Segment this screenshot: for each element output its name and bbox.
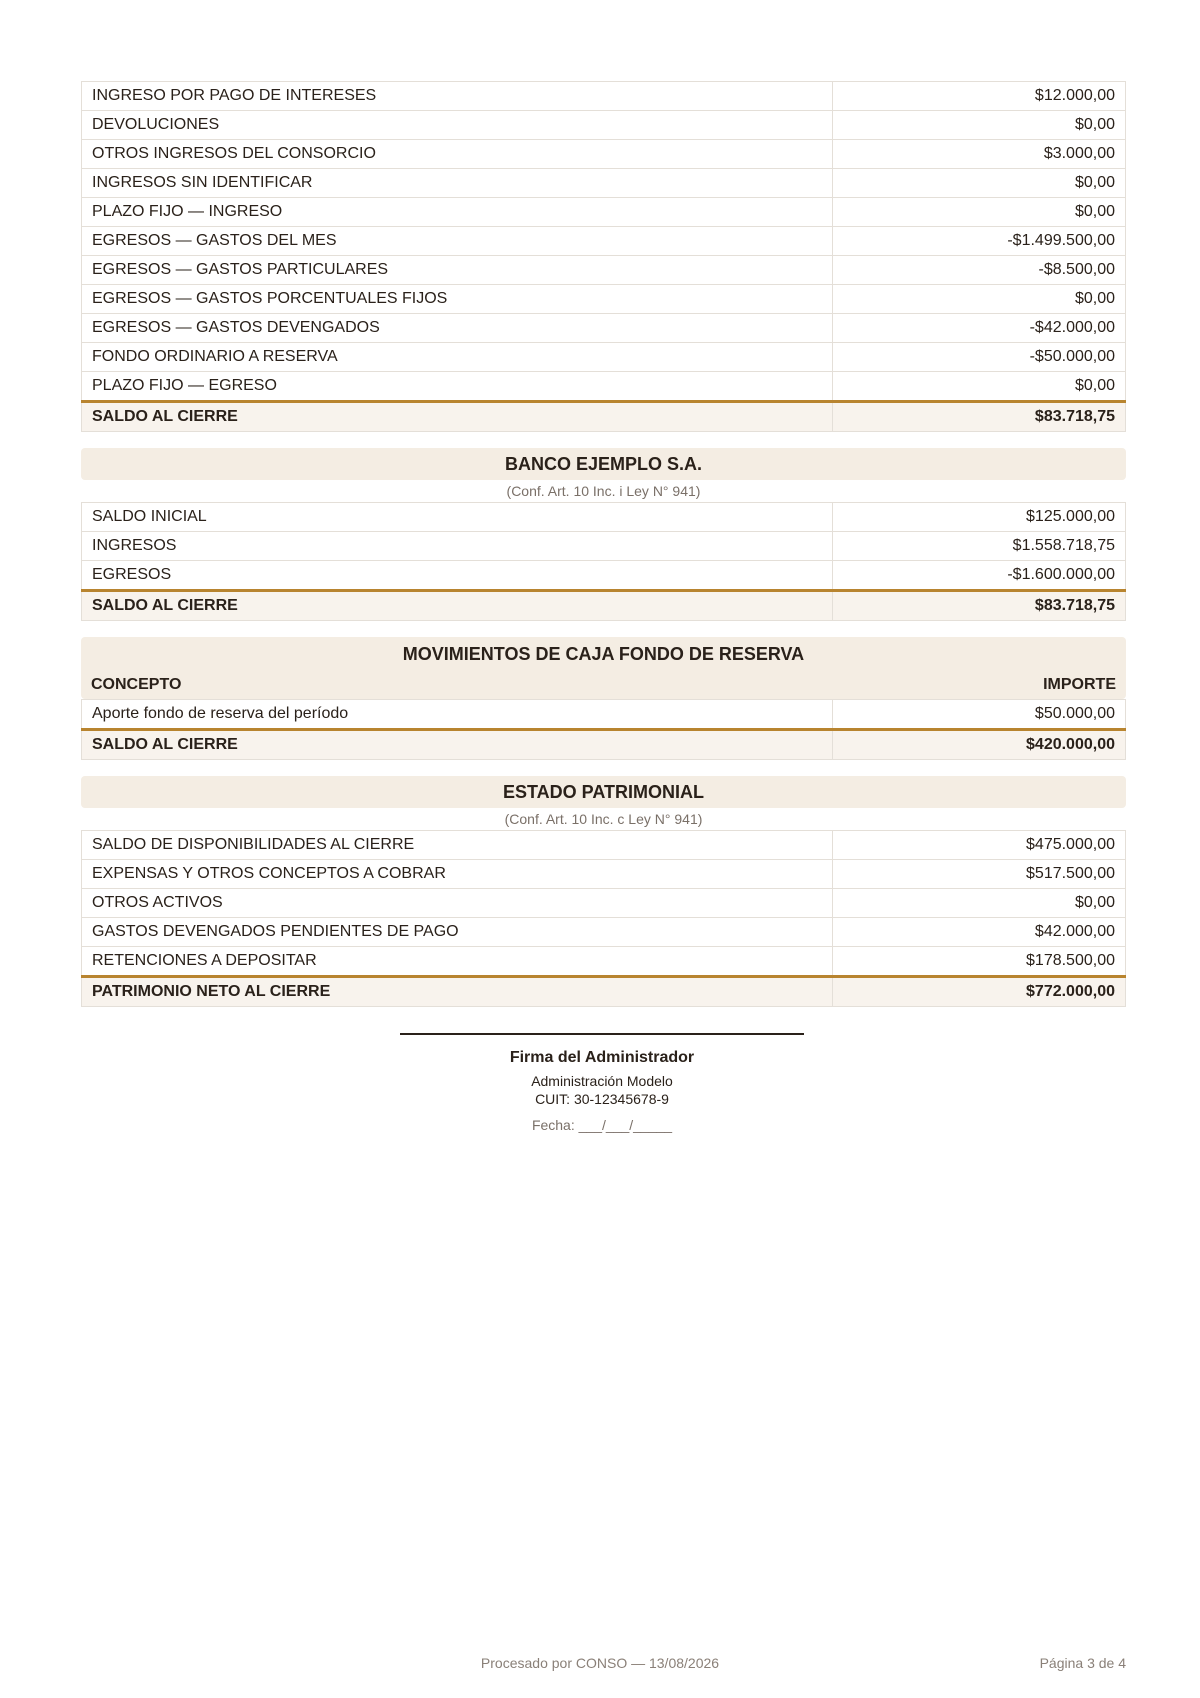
footer-page-number: Página 3 de 4: [1039, 1655, 1126, 1671]
row-amount: -$8.500,00: [833, 256, 1126, 285]
row-amount: $0,00: [833, 889, 1126, 918]
total-label: SALDO AL CIERRE: [82, 402, 833, 432]
row-amount: $0,00: [833, 372, 1126, 402]
administrator-cuit: CUIT: 30-12345678-9: [535, 1091, 669, 1107]
row-amount: $50.000,00: [833, 700, 1126, 730]
banco-subtitle: (Conf. Art. 10 Inc. i Ley N° 941): [506, 483, 701, 499]
table-row: [82, 561, 1126, 591]
row-amount: $517.500,00: [833, 860, 1126, 889]
row-amount: $178.500,00: [833, 947, 1126, 977]
table-row: [82, 372, 1126, 402]
row-label: EGRESOS — GASTOS PARTICULARES: [82, 256, 833, 285]
row-amount: $42.000,00: [833, 918, 1126, 947]
movimientos-reserva-header: [81, 637, 1126, 699]
table-row: [82, 227, 1126, 256]
row-amount: $3.000,00: [833, 140, 1126, 169]
table-row: [82, 198, 1126, 227]
row-label: Aporte fondo de reserva del período: [82, 700, 833, 730]
table-row: [82, 314, 1126, 343]
movimientos-reserva-title: MOVIMIENTOS DE CAJA FONDO DE RESERVA: [402, 644, 805, 664]
row-label: OTROS ACTIVOS: [82, 889, 833, 918]
total-row: [82, 402, 1126, 432]
total-amount: $83.718,75: [833, 402, 1126, 432]
row-amount: -$42.000,00: [833, 314, 1126, 343]
table-row: [82, 700, 1126, 730]
row-amount: $0,00: [833, 111, 1126, 140]
movimientos-reserva-columns: [81, 671, 1126, 699]
row-label: INGRESO POR PAGO DE INTERESES: [82, 82, 833, 111]
total-label: SALDO AL CIERRE: [82, 591, 833, 621]
row-label: SALDO INICIAL: [82, 503, 833, 532]
estado-patrimonial-subtitle: (Conf. Art. 10 Inc. c Ley N° 941): [504, 811, 703, 827]
movimientos-reserva-table: [81, 699, 1126, 760]
total-row: [82, 977, 1126, 1007]
signature-date: Fecha: ___/___/_____: [531, 1117, 673, 1133]
table-row: [82, 918, 1126, 947]
total-amount: $772.000,00: [833, 977, 1126, 1007]
total-row: [82, 591, 1126, 621]
row-amount: -$1.600.000,00: [833, 561, 1126, 591]
table-row: [82, 169, 1126, 198]
total-label: SALDO AL CIERRE: [82, 730, 833, 760]
column-header-concepto: CONCEPTO: [91, 676, 182, 693]
row-label: EGRESOS: [82, 561, 833, 591]
document-page: [81, 81, 1126, 1007]
row-label: INGRESOS SIN IDENTIFICAR: [82, 169, 833, 198]
signature-block: [400, 1033, 804, 1133]
table-row: [82, 256, 1126, 285]
total-row: [82, 730, 1126, 760]
row-amount: $125.000,00: [833, 503, 1126, 532]
total-label: PATRIMONIO NETO AL CIERRE: [82, 977, 833, 1007]
row-label: EXPENSAS Y OTROS CONCEPTOS A COBRAR: [82, 860, 833, 889]
row-amount: $12.000,00: [833, 82, 1126, 111]
row-amount: $0,00: [833, 285, 1126, 314]
table-row: [82, 111, 1126, 140]
row-label: EGRESOS — GASTOS DEVENGADOS: [82, 314, 833, 343]
table-row: [82, 503, 1126, 532]
row-label: DEVOLUCIONES: [82, 111, 833, 140]
row-label: RETENCIONES A DEPOSITAR: [82, 947, 833, 977]
banco-table: [81, 502, 1126, 621]
signature-line: [400, 1033, 804, 1035]
row-amount: -$50.000,00: [833, 343, 1126, 372]
row-label: EGRESOS — GASTOS PORCENTUALES FIJOS: [82, 285, 833, 314]
total-amount: $420.000,00: [833, 730, 1126, 760]
banco-title: BANCO EJEMPLO S.A.: [81, 448, 1126, 480]
total-amount: $83.718,75: [833, 591, 1126, 621]
table-row: [82, 343, 1126, 372]
estado-patrimonial-title: ESTADO PATRIMONIAL: [81, 776, 1126, 808]
row-label: PLAZO FIJO — EGRESO: [82, 372, 833, 402]
row-label: INGRESOS: [82, 532, 833, 561]
row-label: PLAZO FIJO — INGRESO: [82, 198, 833, 227]
row-label: GASTOS DEVENGADOS PENDIENTES DE PAGO: [82, 918, 833, 947]
table-row: [82, 831, 1126, 860]
row-amount: -$1.499.500,00: [833, 227, 1126, 256]
ingresos-egresos-table: [81, 81, 1126, 432]
table-row: [82, 860, 1126, 889]
row-amount: $475.000,00: [833, 831, 1126, 860]
estado-patrimonial-table: [81, 830, 1126, 1007]
row-label: SALDO DE DISPONIBILIDADES AL CIERRE: [82, 831, 833, 860]
row-amount: $1.558.718,75: [833, 532, 1126, 561]
administrator-name: Administración Modelo: [531, 1073, 673, 1089]
table-row: [82, 889, 1126, 918]
footer-processed: Procesado por CONSO — 13/08/2026: [480, 1655, 720, 1671]
table-row: [82, 140, 1126, 169]
row-amount: $0,00: [833, 169, 1126, 198]
column-header-importe: IMPORTE: [1043, 676, 1116, 693]
row-label: EGRESOS — GASTOS DEL MES: [82, 227, 833, 256]
table-row: [82, 532, 1126, 561]
table-row: [82, 947, 1126, 977]
row-label: FONDO ORDINARIO A RESERVA: [82, 343, 833, 372]
row-amount: $0,00: [833, 198, 1126, 227]
table-row: [82, 82, 1126, 111]
signature-title: Firma del Administrador: [509, 1049, 695, 1066]
table-row: [82, 285, 1126, 314]
row-label: OTROS INGRESOS DEL CONSORCIO: [82, 140, 833, 169]
